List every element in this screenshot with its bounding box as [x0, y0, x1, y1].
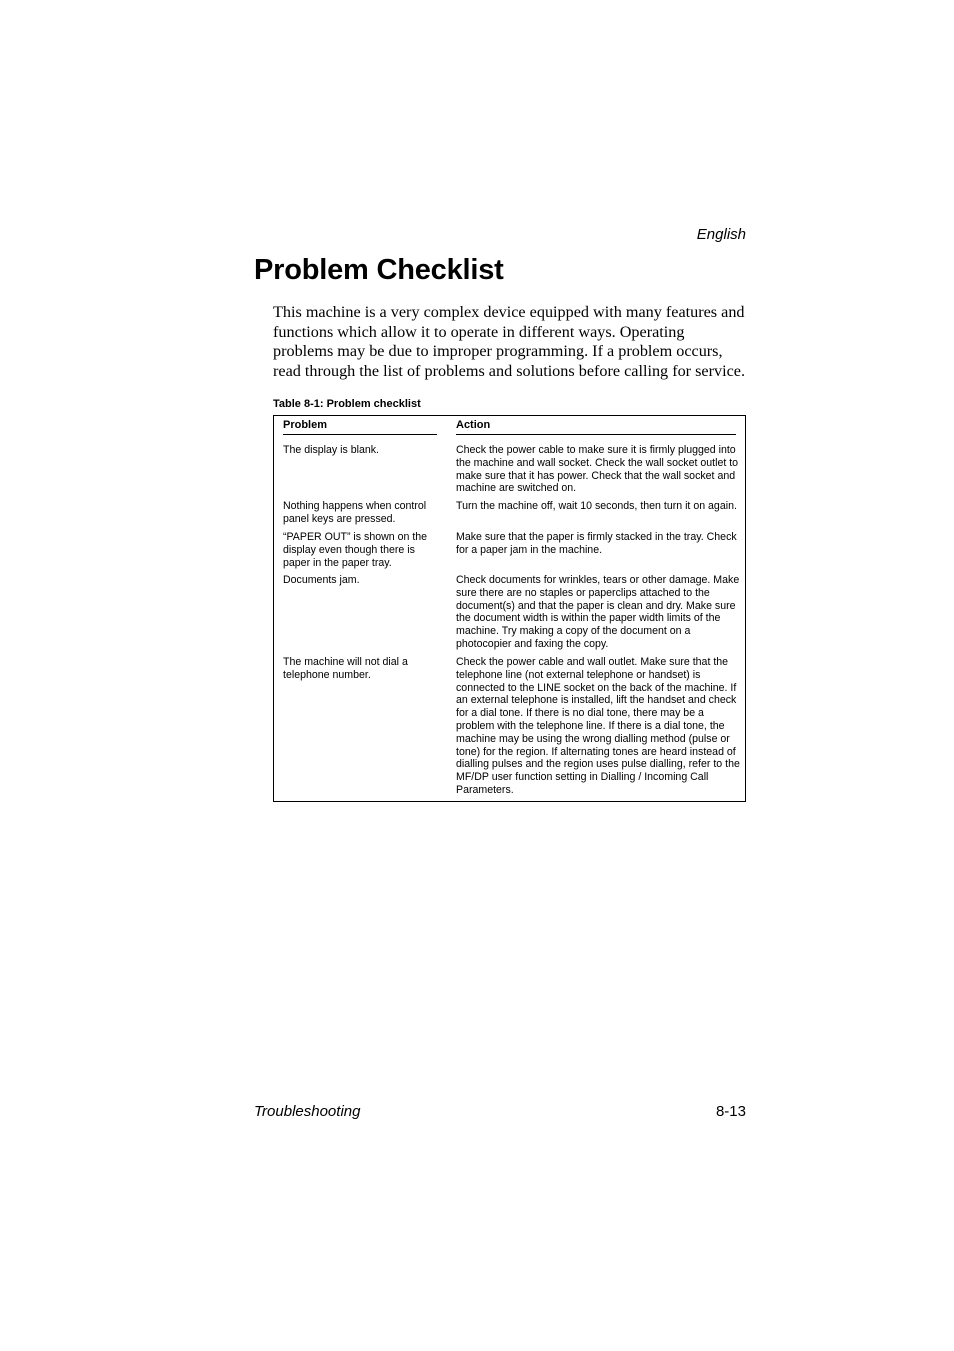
column-header-action: Action [456, 419, 491, 431]
problem-checklist-table [273, 415, 746, 802]
table-cell-action: Check the power cable to make sure it is firmly plugged into the machine and wall socket. Check the wall socket outlet to make sure that it has power. Check that the wall socket and machine are switched on. [456, 444, 739, 495]
footer-section-title: Troubleshooting [254, 1103, 361, 1120]
header-rule-problem [283, 434, 437, 435]
column-header-problem: Problem [283, 419, 328, 431]
table-cell-problem: The display is blank. [283, 444, 379, 456]
table-cell-problem: Nothing happens when control panel keys are pressed. [283, 500, 427, 525]
table-caption: Table 8-1: Problem checklist [273, 398, 421, 410]
header-rule-action [456, 434, 736, 435]
intro-paragraph: This machine is a very complex device equipped with many features and functions which allow it to operate in different ways. Operating problems may be due to improper programming. If a problem occurs, read through the list of problems and solutions before calling for service. [273, 303, 746, 380]
header-language: English [696, 226, 746, 243]
table-cell-problem: “PAPER OUT” is shown on the display even though there is paper in the paper tray. [283, 531, 428, 569]
footer-page-number: 8-13 [715, 1103, 746, 1120]
table-cell-action: Check the power cable and wall outlet. Make sure that the telephone line (not external telephone or handset) is connected to the LINE socket on the back of the machine. If an external telephone is installed, lift the handset and check for a dial tone. If there is no dial tone, there may be a problem with the telephone line. If there is a dial tone, the machine may be using the wrong dialling method (pulse or tone) for the region. If alternating tones are heard instead of dialling pulses and the region uses pulse dialling, refer to the MF/DP user function setting in Dialling / Incoming Call Parameters. [456, 656, 740, 796]
table-cell-action: Turn the machine off, wait 10 seconds, then turn it on again. [456, 500, 737, 512]
table-cell-problem: Documents jam. [283, 574, 360, 586]
page-title: Problem Checklist [254, 254, 504, 286]
table-cell-action: Make sure that the paper is firmly stacked in the tray. Check for a paper jam in the machine. [456, 531, 737, 556]
table-cell-action: Check documents for wrinkles, tears or other damage. Make sure there are no staples or paperclips attached to the document(s) and that the paper is clean and dry. Make sure the document width is within the paper width limits of the machine. Try making a copy of the document on a photocopier and faxing the copy. [456, 574, 740, 650]
table-cell-problem: The machine will not dial a telephone number. [283, 656, 408, 681]
